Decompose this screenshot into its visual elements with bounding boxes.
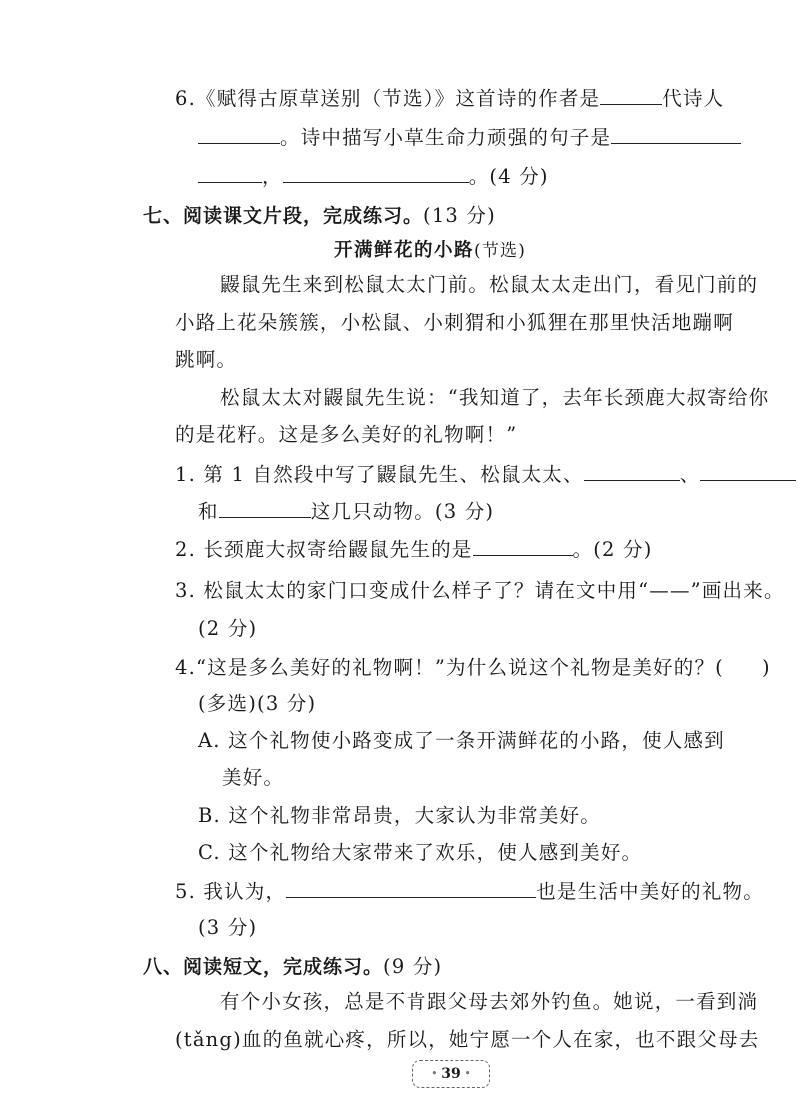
passage-p1-line2: 小路上花朵簇簇，小松鼠、小刺猬和小狐狸在那里快活地蹦啊	[175, 311, 734, 334]
q4-option-b[interactable]: B. 这个礼物非常昂贵，大家认为非常美好。	[198, 804, 601, 827]
poem-line-blank-2[interactable]	[198, 166, 262, 183]
animal-blank-3[interactable]	[219, 501, 311, 518]
q6-line1: 6.《赋得古原草送别（节选）》这首诗的作者是 代诗人	[175, 87, 725, 110]
section7-heading: 七、阅读课文片段，完成练习。(13 分)	[143, 204, 496, 227]
q4-option-a-line2[interactable]: 美好。	[222, 766, 285, 789]
gift-opinion-blank[interactable]	[286, 881, 536, 898]
q5-line2: (3 分)	[198, 916, 258, 939]
q3-line1: 3. 松鼠太太的家门口变成什么样子了？请在文中用“——”画出来。	[175, 579, 785, 602]
passage-p2-line1: 松鼠太太对鼹鼠先生说：“我知道了，去年长颈鹿大叔寄给你	[220, 386, 770, 409]
passage-p1-line3: 跳啊。	[175, 348, 238, 371]
q6-line2: 。诗中描写小草生命力顽强的句子是	[198, 127, 741, 148]
q4-line1: 4.“这是多么美好的礼物啊！”为什么说这个礼物是美好的？( )	[175, 656, 771, 679]
dot-decoration-icon: •	[464, 1069, 471, 1079]
q2: 2. 长颈鹿大叔寄给鼹鼠先生的是 。(2 分)	[175, 538, 653, 561]
q1-line1: 1. 第 1 自然段中写了鼹鼠先生、松鼠太太、 、	[175, 464, 796, 485]
q4-line2: (多选)(3 分)	[198, 692, 317, 715]
passage-p2-line2: 的是花籽。这是多么美好的礼物啊！”	[175, 423, 518, 446]
poem-line-blank-3[interactable]	[283, 166, 469, 183]
gift-blank[interactable]	[473, 539, 573, 556]
author-blank[interactable]	[600, 88, 662, 105]
q3-line2: (2 分)	[198, 617, 258, 640]
poet-blank[interactable]	[198, 127, 280, 144]
q5-line1: 5. 我认为， 也是生活中美好的礼物。	[175, 880, 764, 903]
poem-line-blank-1[interactable]	[611, 127, 741, 144]
animal-blank-2[interactable]	[700, 464, 796, 481]
dot-decoration-icon: •	[431, 1069, 438, 1079]
passage-title: 开满鲜花的小路(节选)	[334, 240, 527, 261]
passage-p1-line1: 鼹鼠先生来到松鼠太太门前。松鼠太太走出门，看见门前的	[220, 273, 759, 296]
page-number: 39	[441, 1066, 461, 1082]
page-number-badge	[412, 1060, 490, 1088]
animal-blank-1[interactable]	[584, 464, 680, 481]
q4-option-c[interactable]: C. 这个礼物给大家带来了欢乐，使人感到美好。	[198, 841, 643, 864]
section8-p1-line2: (tǎng)血的鱼就心疼，所以，她宁愿一个人在家，也不跟父母去	[175, 1028, 760, 1051]
q4-option-a-line1[interactable]: A. 这个礼物使小路变成了一条开满鲜花的小路，使人感到	[198, 729, 725, 752]
q1-line2: 和 这几只动物。(3 分)	[198, 500, 495, 523]
section8-p1-line1: 有个小女孩，总是不肯跟父母去郊外钓鱼。她说，一看到淌	[220, 990, 759, 1013]
section8-heading: 八、阅读短文，完成练习。(9 分)	[143, 955, 443, 978]
q6-line3: ， 。(4 分)	[198, 166, 549, 187]
